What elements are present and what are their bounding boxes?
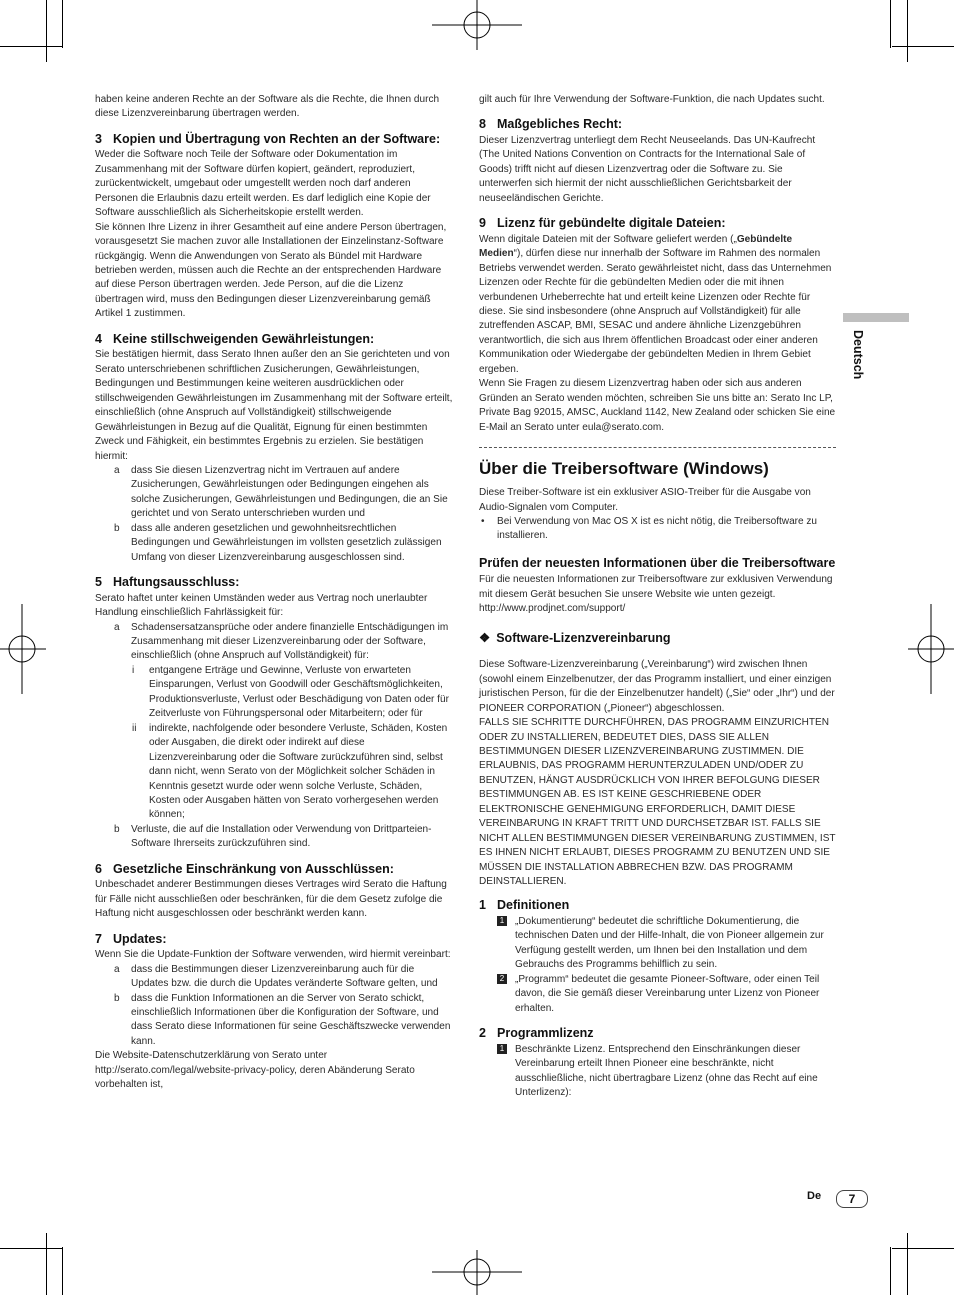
number-box-icon: 1 [497, 916, 507, 926]
section-5-item-ii: ii indirekte, nachfolgende oder besondere Verluste, Schäden, Kosten oder Ausgaben, die direkt oder indirekt auf diese Lizenzvereinbarung oder die Software zurückzuführen sind, selbst dann nicht, wenn Serato von der Möglichkeit solcher Schäden in Kenntnis gesetzt wurde oder wenn solche Verluste, Schäden, Kosten oder Ausgaben hätten von Serato vorhergesehen werden können; [132, 722, 448, 821]
number-box-icon: 2 [497, 974, 507, 984]
section-9-heading: 9 Lizenz für gebündelte digitale Dateien: [479, 216, 726, 231]
section-5-item-i: i entgangene Erträge und Gewinne, Verluste von erwarteten Einsparungen, Verlust von Goodwill oder Geschäftsmöglichkeiten, Produktionsverluste, Verlust oder Beschädigung von Daten oder für Zeitverluste von Führungspersonal oder Mitarbeitern; oder für [132, 664, 449, 720]
section-3-p2: Sie können Ihre Lizenz in ihrer Gesamtheit auf eine andere Person übertragen, vorausgesetzt Sie machen zuvor alle Installationen der Einzelinstanz-Software rückgängig. Wenn die Anwendungen von Serato als Bündel mit Hardware betrieben werden, müssen auch die Rechte an der entsprechenden Hardware auf diese Person übertragen werden. Jede Person, auf die die Lizenz übertragen wird, muss den Bedingungen dieser Lizenzvereinbarung gemäß Artikel 1 zustimmen. [95, 221, 447, 320]
driver-bullet: • Bei Verwendung von Mac OS X ist es nicht nötig, die Treibersoftware zu installieren. [481, 515, 817, 542]
section-3-p1: Weder die Software noch Teile der Software oder Dokumentation im Zusammenhang mit der Software dürfen kopiert, geändert, reproduziert, zurückentwickelt, umgebaut oder umgestellt werden noch darf anderen Personen die Erlaubnis dazu erteilt werden. Es darf lediglich eine Kopie der Software ausschließlich als Sicherheitskopie erstellt werden. [95, 149, 431, 219]
section-4-heading: 4 Keine stillschweigenden Gewährleistungen: [95, 331, 375, 346]
section-9-p2: Wenn Sie Fragen zu diesem Lizenzvertrag haben oder sich aus anderen Gründen an Serato wenden möchten, schreiben Sie uns bitte an: Serato Inc LP, Private Bag 92015, AMSC, Auckland 1142, New Zealand oder schicken Sie eine E-Mail an Serato unter eula@serato.com. [479, 378, 836, 433]
diamond-icon: ❖ [479, 630, 491, 645]
check-info-heading: Prüfen der neuesten Informationen über die Treibersoftware [479, 555, 836, 570]
footer-language: De [807, 1190, 822, 1202]
section-7-item-a: a dass die Bestimmungen dieser Lizenzvereinbarung auch für die Updates bzw. die durch die Updates veränderte Software gelten, und [114, 963, 438, 990]
driver-heading: Über die Treibersoftware (Windows) [479, 459, 769, 479]
license-p2: FALLS SIE SCHRITTE DURCHFÜHREN, DAS PROGRAMM EINZURICHTEN ODER ZU INSTALLIEREN, BEDEUTET DIES, DASS SIE ALLEN BESTIMMUNGEN DIESER LIZENZVEREINBARUNG ZUSTIMMEN. DIE ERLAUBNIS, DAS PROGRAMM HERUNTERZULADEN UND/ODER ZU BENUTZEN, HÄNGT AUSDRÜCKLICH VON IHRER BEFOLGUNG DIESER BESTIMMUNGEN AB. ES IST KEINE GESCHRIEBENE ODER ELEKTRONISCHE GENEHMIGUNG ERFORDERLICH, DAMIT DIESE VEREINBARUNG IN KRAFT TRITT UND DURCHSETZBAR IST. FALLS SIE NICHT ALLEN BESTIMMUNGEN DIESER VEREINBARUNG ZUSTIMMEN, IST ES IHNEN NICHT ERLAUBT, DIESES PROGRAMM ZU BENUTZEN UND SIE MÜSSEN DIE INSTALLATION ABBRECHEN BZW. DAS PROGRAMM DEINSTALLIEREN. [479, 717, 836, 888]
section-5-p1: Serato haftet unter keinen Umständen weder aus Vertrag noch unerlaubter Handlung einschließlich Fahrlässigkeit für: [95, 592, 428, 619]
right-intro-text: gilt auch für Ihre Verwendung der Software-Funktion, die nach Updates sucht. [479, 94, 825, 105]
program-license-heading: 2 Programmlizenz [479, 1026, 594, 1041]
language-tab-bar [843, 313, 909, 322]
registration-mark-top [432, 0, 522, 50]
definitions-item-1: 1 „Dokumentierung“ bedeutet die schriftliche Dokumentierung, die technischen Daten und der Hilfe-Inhalt, die von Pioneer allgemein zur Verfügung gestellt werden, um Ihnen bei den Installation und dem Gebrauchs des Programms behilflich zu sein. [479, 915, 836, 973]
registration-mark-left [0, 604, 46, 694]
language-side-label: Deutsch [851, 330, 865, 380]
section-6-p1: Unbeschadet anderer Bestimmungen dieses Vertrages wird Serato die Haftung für Fälle nicht ausschließen oder beschränken, für die dem Gesetz zufolge die Haftung nicht ausgeschlossen oder beschränkt werden kann. [95, 879, 447, 920]
section-5-item-a: a Schadensersatzansprüche oder andere finanzielle Entschädigungen im Zusammenhang mit dieser Lizenzvereinbarung oder der Software, einschließlich (ohne Anspruch auf Vollständigkeit) für: [114, 621, 449, 662]
page-number: 7 [836, 1190, 868, 1208]
section-4-item-b: b dass alle anderen gesetzlichen und gewohnheitsrechtlichen Bedingungen und Gewährleistungen im vollsten gesetzlich zulässigen Umfang von dieser Lizenzvereinbarung ausgeschlossen sind. [114, 522, 442, 563]
section-4-p1: Sie bestätigen hiermit, dass Serato Ihnen außer den an Sie gerichteten und von Serato unterschriebenen schriftlichen Zusicherungen, Gewährleistungen, Bedingungen und Bestimmungen keine weiteren ausdrücklichen oder stillschweigenden Gewährleistungen im Zusammenhang mit der Software erteilt, einschließlich (ohne Anspruch auf Vollständigkeit) stillschweigende Gewährleistungen in Bezug auf die Qualität, Eignung für einen bestimmten Zweck und Fähigkeit, ein bestimmtes Ergebnis zu erzielen. Sie bestätigen hiermit: [95, 349, 453, 462]
section-6-heading: 6 Gesetzliche Einschränkung von Ausschlüssen: [95, 861, 394, 876]
section-5-item-b: b Verluste, die auf die Installation oder Verwendung von Drittparteien-Software Ihrerseits zurückzuführen sind. [114, 823, 432, 850]
section-3-heading: 3 Kopien und Übertragung von Rechten an der Software: [95, 131, 441, 146]
intro-text: haben keine anderen Rechte an der Software als die Rechte, die Ihnen durch diese Lizenzvereinbarung übertragen werden. [95, 94, 440, 120]
right-column [479, 93, 836, 1100]
section-7-p1: Wenn Sie die Update-Funktion der Software verwenden, wird hiermit vereinbart: [95, 949, 451, 961]
license-p1: Diese Software-Lizenzvereinbarung („Vereinbarung“) wird zwischen Ihnen (sowohl einem Einzelbenutzer, der das Programm installiert, und einer einzigen juristischen Person, für die der Einzelbenutzer handelt) („Sie“ oder „Ihr“) und der PIONEER CORPORATION („Pioneer“) abgeschlossen. [479, 659, 835, 714]
definitions-item-2: 2 „Programm“ bedeutet die gesamte Pioneer-Software, oder einen Teil davon, die Sie gemäß dieser Vereinbarung unter Lizenz von Pioneer erhalten. [479, 973, 836, 1016]
left-column [95, 93, 453, 1093]
support-url-link[interactable]: http://www.prodjnet.com/support/ [479, 603, 626, 615]
license-heading: ❖ Software-Lizenzvereinbarung [479, 630, 671, 645]
section-8-heading: 8 Maßgebliches Recht: [479, 117, 623, 132]
number-box-icon: 1 [497, 1044, 507, 1054]
section-7-item-b: b dass die Funktion Informationen an die Server von Serato schickt, einschließlich Informationen über die Konfiguration der Software, und dass Serato diese Informationen für seine Geschäftszwecke verwenden kann. [114, 992, 451, 1047]
registration-mark-right [908, 604, 954, 694]
driver-text: Diese Treiber-Software ist ein exklusiver ASIO-Treiber für die Ausgabe von Audio-Signalen vom Computer. [479, 487, 811, 513]
program-license-item-1: 1 Beschränkte Lizenz. Entsprechend den Einschränkungen dieser Vereinbarung erteilt Ihnen Pioneer eine beschränkte, nicht ausschließliche, nicht übertragbare Lizenz (ohne das Recht auf eine Unterlizenz): [479, 1043, 836, 1101]
section-5-heading: 5 Haftungsausschluss: [95, 575, 240, 590]
check-info-text: Für die neuesten Informationen zur Treibersoftware zur exklusiven Verwendung mit diesem Gerät besuchen Sie unsere Website wie unten gezeigt. [479, 574, 833, 600]
registration-mark-bottom [432, 1250, 522, 1295]
section-8-p1: Dieser Lizenzvertrag unterliegt dem Recht Neuseelands. Das UN-Kaufrecht (The United Nations Convention on Contracts for the International Sale of Goods) trifft nicht auf diesen Lizenzvertrag oder die Software zu. Sie unterwerfen sich hiermit der nicht ausschließlichen Gerichtsbarkeit der neuseeländischen Gerichte. [479, 134, 816, 204]
section-4-item-a: a dass Sie diesen Lizenzvertrag nicht im Vertrauen auf andere Zusicherungen, Gewährleistungen oder Bedingungen eingehen als solche Zusicherungen, Gewährleistungen und Bedingungen, die an Sie gerichtet und von Serato unterschrieben wurden und [114, 464, 448, 520]
section-divider [479, 447, 836, 448]
section-9-p1: Wenn digitale Dateien mit der Software geliefert werden („Gebündelte Medien“), dürfen diese nur innerhalb der Software im Rahmen des normalen Betriebs verwendet werden. Serato gewährleistet nicht, dass das Unternehmen Lizenzen oder Rechte für die gebündelten Medien oder die mit ihnen verbundenen Urheberrechte hat und erteilt keine Lizenzen oder Rechte für diese. Sie sind insbesondere (ohne Anspruch auf Vollständigkeit) für alle zutreffenden ASCAP, BMI, SESAC und andere ähnliche Lizenzgebühren verantwortlich, die sich aus Ihrem öffentlichen Broadcast oder einer anderen Kommunikation oder Wiedergabe der gebündelten Medien in Ihrem Gebiet ergeben. [479, 233, 832, 375]
section-7-p2: Die Website-Datenschutzerklärung von Serato unter http://serato.com/legal/website-privacy-policy, deren Abänderung Serato vorbehalten ist, [95, 1050, 415, 1091]
section-7-heading: 7 Updates: [95, 931, 167, 946]
definitions-heading: 1 Definitionen [479, 898, 570, 913]
